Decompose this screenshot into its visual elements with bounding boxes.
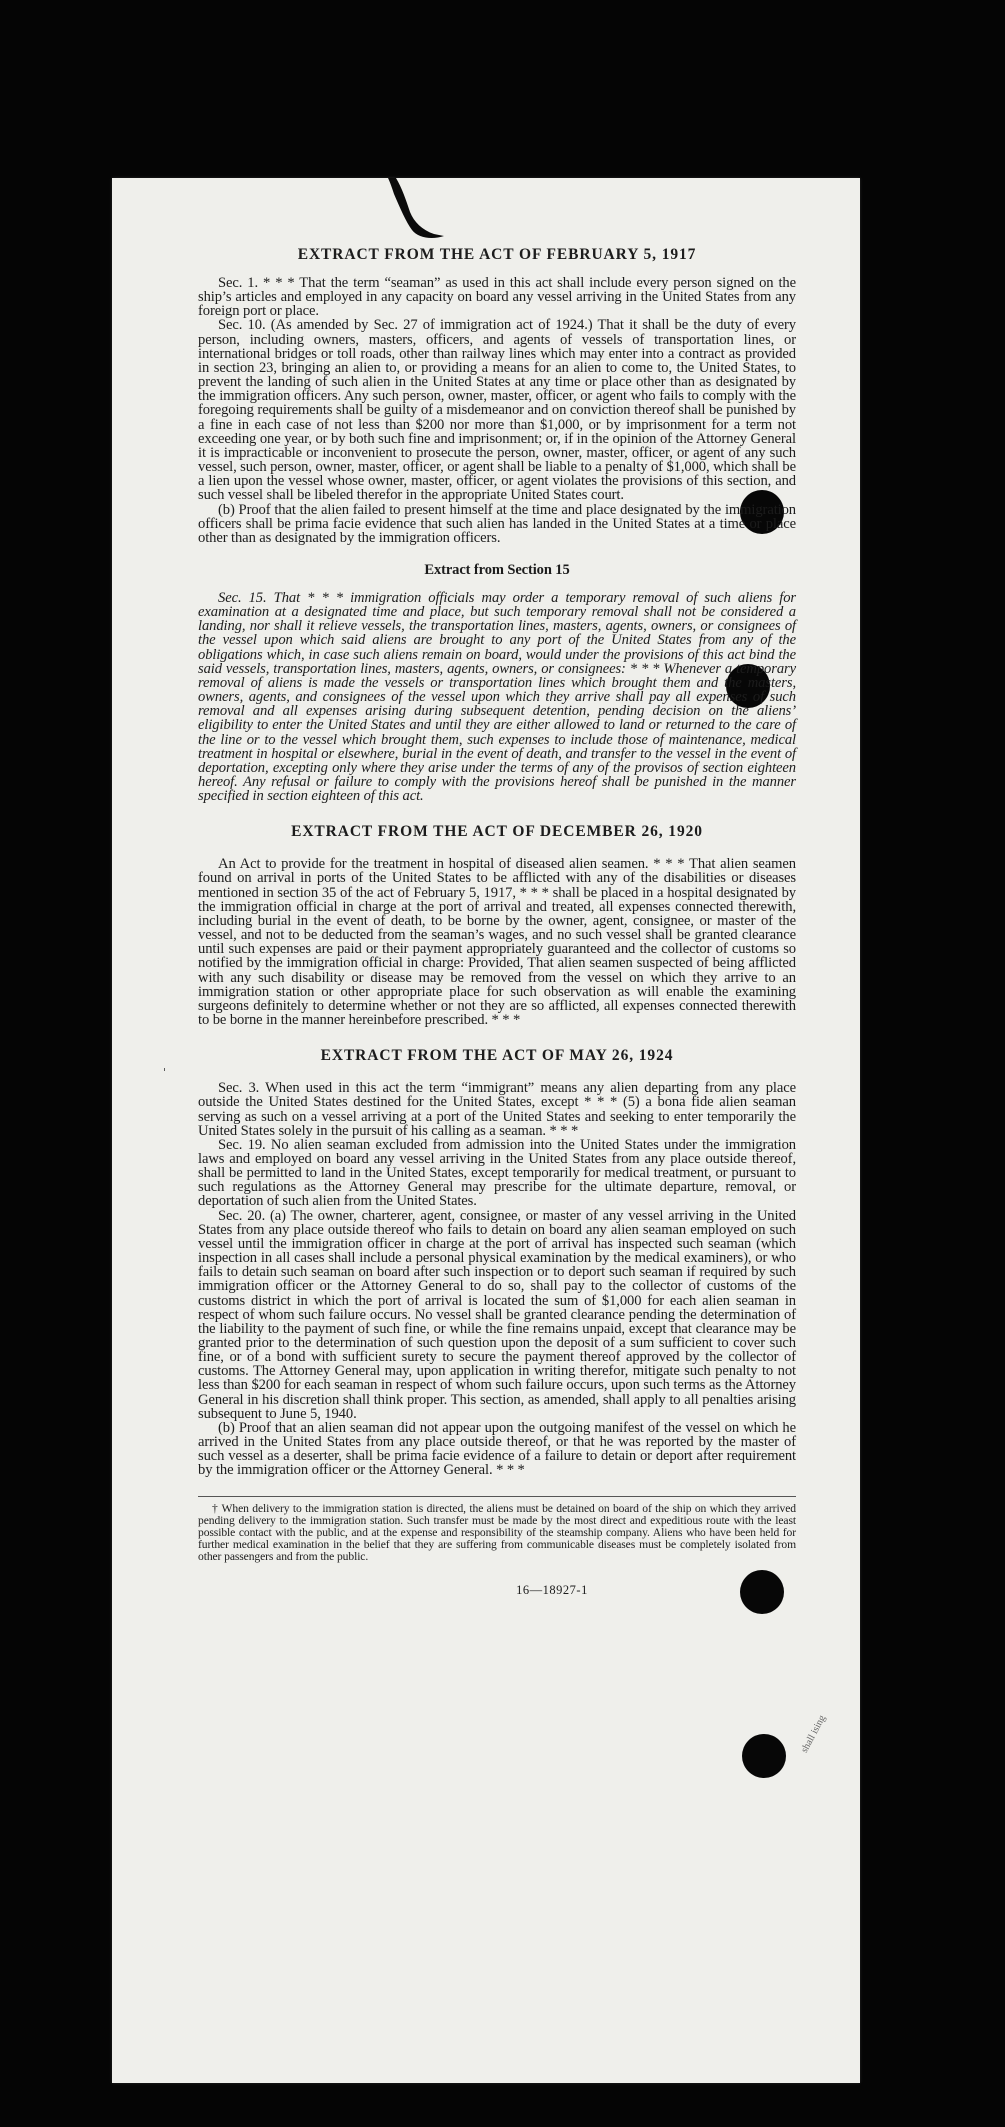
speck-2 [164,1068,165,1071]
heading-act-1917: EXTRACT FROM THE ACT OF FEBRUARY 5, 1917 [297,246,697,263]
paragraph-sec-19: Sec. 19. No alien seaman excluded from admission into the United States under the immigration laws and employed on board any vessel arriving in the United States from any place outside thereof, shall be permitted to land in the United States, except temporarily for medical treatment, or pursuant to such regulations as the Attorney General may prescribe for the ultimate departure, removal, or deportation of such alien from the United States. [198,1136,796,1210]
heading-section-15: Extract from Section 15 [424,561,570,578]
paragraph-sec-3: Sec. 3. When used in this act the term “immigrant” means any alien departing from any place outside the United States destined for the United States, except * * * (5) a bona fide alien seaman serving as such on a vessel arriving at a port of the United States and seeking to enter temporarily the United States solely in the pursuit of his calling as a seaman. * * * [198,1080,796,1139]
form-number: 16—18927-1 [516,1582,588,1597]
heading-act-1924: EXTRACT FROM THE ACT OF MAY 26, 1924 [320,1047,674,1065]
paragraph-sec-15: Sec. 15. That * * * immigration officials may order a temporary removal of such aliens for examination at a designated time and place, but such temporary removal shall not be considered a landing, nor shall it relieve vessels, the transportation lines, masters, agents, owners, or consignees of the vessel upon which said aliens are brought to any port of the United States from any of the obligations which, in case such aliens remain on board, would under the provisions of this act bind the said vessels, transportation lines, masters, agents, owners, or consignees: * * * Whenever a temporary removal of aliens is made the vessels or transportation lines which brought them and the masters, owners, agents, and consignees of the vessel upon which they arrive shall pay all expenses of such removal and all expenses arising during subsequent detention, pending decision on the aliens’ eligibility to enter the United States and until they are either allowed to land or returned to the care of the line or to the vessel which brought them, such expenses to include those of maintenance, medical treatment in hospital or elsewhere, burial in the event of death, and transfer to the vessel in the event of deportation, excepting only where they arise under the terms of any of the provisos of section eighteen hereof. Any refusal or failure to comply with the provisions hereof shall be punished in the manner specified in section eighteen of this act. [198,589,796,805]
document-body [198,246,796,1597]
document-page [112,178,860,2083]
paragraph-sec-1: Sec. 1. * * * That the term “seaman” as used in this act shall include every person signed on the ship’s articles and employed in any capacity on board any vessel arriving in the United States from any foreign port or place. [198,275,796,320]
footnote-text: † When delivery to the immigration station is directed, the aliens must be detained on board of the ship on which they arrived pending delivery to the immigration station. Such transfer must be made by the most direct and expeditious route with the least possible contact with the public, and at the expense and responsibility of the steamship company. Aliens who have been held for further medical examination in the belief that they are suffering from communicable diseases must be completely isolated from other passengers and from the public. [198,1501,796,1563]
footnote [198,1496,796,1563]
paragraph-sec-10-b: (b) Proof that the alien failed to present himself at the time and place designated by the immigration officers shall be prima facie evidence that such alien has landed in the United States at a time or place other than as designated by the immigration officers. [198,501,796,546]
paragraph-sec-10: Sec. 10. (As amended by Sec. 27 of immigration act of 1924.) That it shall be the duty of every person, including owners, masters, officers, and agents of vessels of transportation lines, or international bridges or toll roads, other than railway lines which may enter into a contract as provided in section 23, bringing an alien to, or providing a means for an alien to come to, the United States, to prevent the landing of such alien in the United States at any time or place other than as designated by the immigration officers. Any such person, owner, master, officer, or agent who fails to comply with the foregoing requirements shall be guilty of a misdemeanor and on conviction thereof shall be punished by a fine in each case of not less than $200 nor more than $1,000, or by imprisonment for a term not exceeding one year, or by both such fine and imprisonment; or, if in the opinion of the Attorney General it is impracticable or inconvenient to prosecute the person, owner, master, officer, or agent of any such vessel, such person, owner, master, officer, or agent shall be liable to a penalty of $1,000, which shall be a lien upon the vessel whose owner, master, officer, or agent violates the provisions of this section, and such vessel shall be libeled therefor in the appropriate United States court. [198,317,796,504]
punch-hole-4 [742,1734,786,1778]
paragraph-act-1920: An Act to provide for the treatment in hospital of diseased alien seamen. * * * That alien seamen found on arrival in ports of the United States to be afflicted with any of the disabilities or diseases mentioned in section 35 of the act of February 5, 1917, * * * shall be placed in a hospital designated by the immigration official in charge at the port of arrival and treated, all expenses connected therewith, including burial in the event of death, to be borne by the owner, agent, consignee, or master of the vessel, and not to be deducted from the seaman’s wages, and no such vessel shall be granted clearance until such expenses are paid or their payment appropriately guaranteed and the collector of customs so notified by the immigration official in charge: Provided, That alien seamen suspected of being afflicted with any such disability or disease may be removed from the vessel on which they arrive to an immigration station or other appropriate place for such observation as will enable the examining surgeons definitely to determine whether or not they are so afflicted, all expenses connected therewith to be borne in the manner hereinbefore prescribed. * * * [198,856,796,1029]
paragraph-sec-20-b: (b) Proof that an alien seaman did not appear upon the outgoing manifest of the vessel on which he arrived in the United States from any place outside thereof, or that he was reported by the master of such vessel as a deserter, shall be prima facie evidence of a failure to detain or deport after requirement by the immigration officer or the Attorney General. * * * [198,1419,796,1479]
heading-act-1920: EXTRACT FROM THE ACT OF DECEMBER 26, 1920 [291,823,703,841]
paragraph-sec-20-a: Sec. 20. (a) The owner, charterer, agent, consignee, or master of any vessel arriving in the United States from any place outside thereof who fails to detain on board any alien seaman employed on such vessel until the immigration officer in charge at the port of arrival has inspected such seaman (which inspection in all cases shall include a personal physical examination by the medical examiners), or who fails to detain such seaman on board after such inspection or to deport such seaman if required by such immigration officer or the Attorney General to do so, shall pay to the collector of customs of the customs district in which the port of arrival is located the sum of $1,000 for each alien seaman in respect of whom such failure occurs. No vessel shall be granted clearance pending the determination of the liability to the payment of such fine, or while the fine remains unpaid, except that clearance may be granted prior to the determination of such question upon the deposit of a sum sufficient to cover such fine, or of a bond with sufficient surety to secure the payment thereof approved by the collector of customs. The Attorney General may, upon application in writing therefor, mitigate such penalty to not less than $200 for each seaman in respect of whom such failure occurs, upon such terms as the Attorney General in his discretion shall think proper. This section, as amended, shall apply to all penalties arising subsequent to June 5, 1940. [198,1207,796,1422]
torn-corner-mark [388,178,444,240]
margin-annotation: shall ising [799,1713,829,1755]
